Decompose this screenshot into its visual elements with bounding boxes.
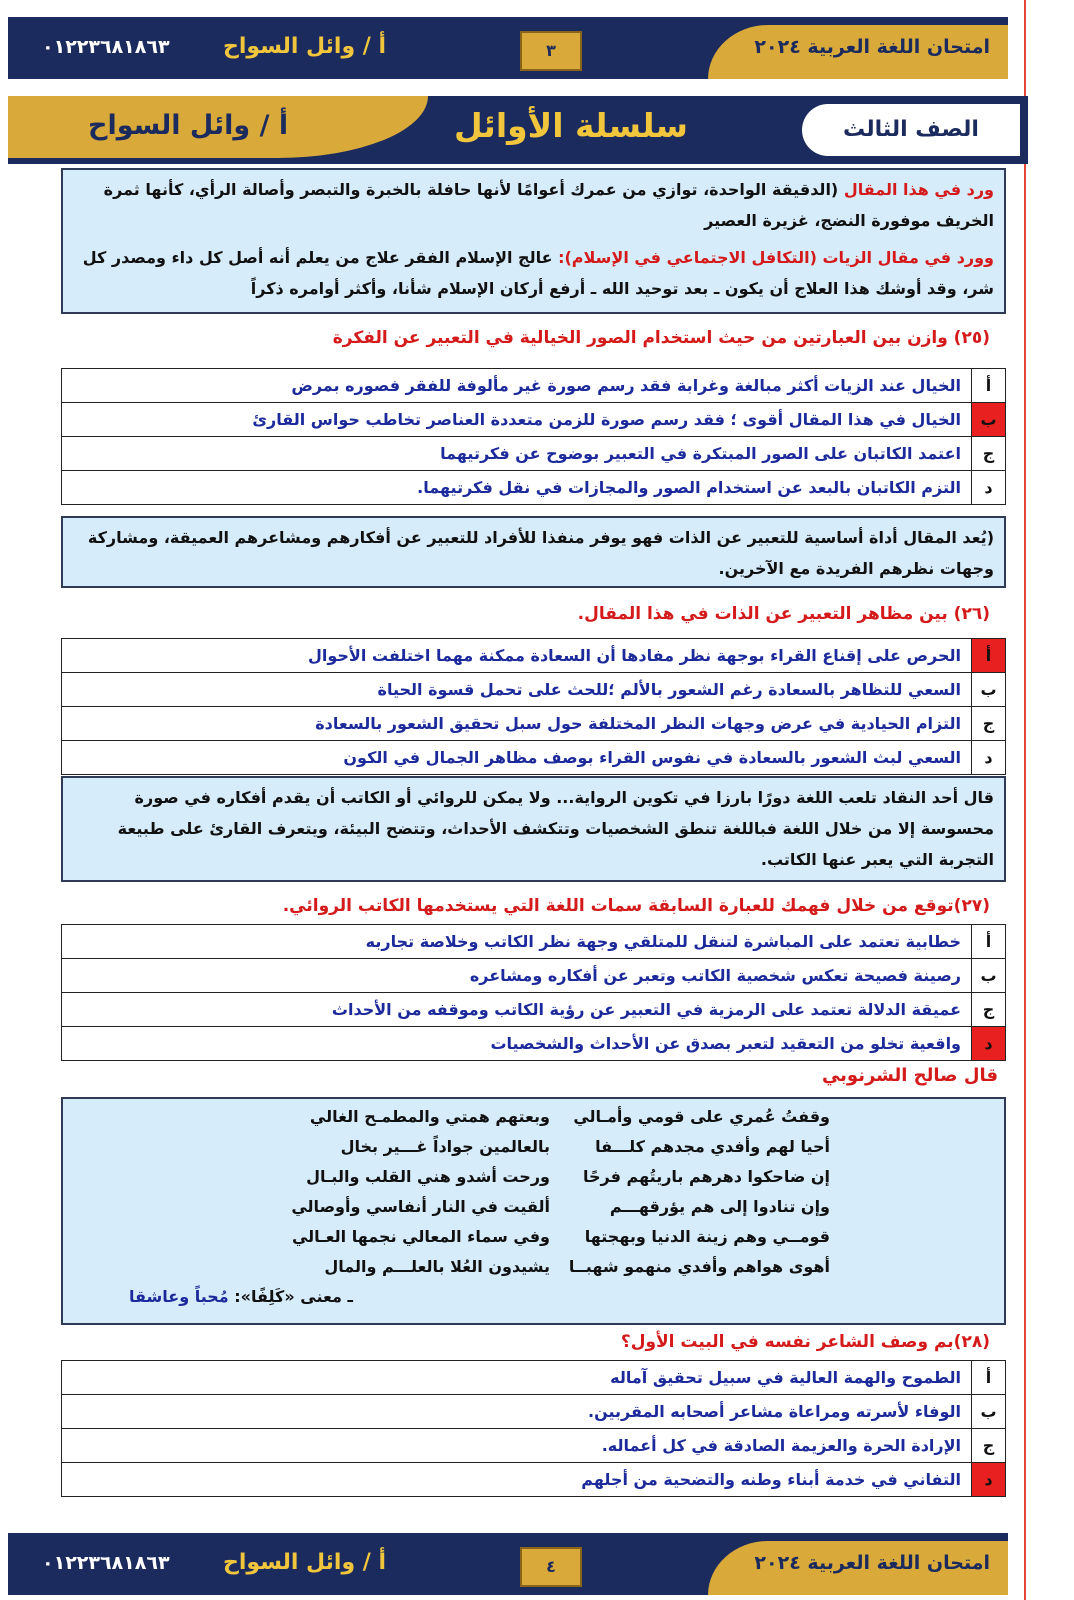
option-text: الخيال عند الزيات أكثر مبالغة وغرابة فقد رسم صورة غير مألوفة للفقر فصوره بمرض — [62, 369, 972, 403]
verse-second-half: وبعتهم همتي والمطمـح الغالي — [309, 1107, 550, 1126]
verse-first-half: أهوى هواهم وأفدي منهمو شهبــا — [568, 1257, 830, 1276]
selected-option-letter: ب — [972, 403, 1006, 437]
verse-first-half: إن ضاحكوا دهرهم باريتُهم فرحًا — [583, 1167, 830, 1186]
option-row[interactable] — [62, 1395, 1006, 1429]
option-letter: ج — [972, 1429, 1006, 1463]
selected-option-letter: د — [972, 1027, 1006, 1061]
passage-text: عالج الإسلام الفقر علاج من يعلم أنه أصل كل داء ومصدر كل شر، وقد أوشك هذا العلاج أن يكون ـ بعد توحيد الله ـ أرفع أركان الإسلام شأنا، وأكثر أوامره ذكراً — [82, 248, 994, 298]
option-row[interactable] — [62, 925, 1006, 959]
exam-title: امتحان اللغة العربية ٢٠٢٤ — [754, 1552, 990, 1574]
option-text: التزام الحيادية في عرض وجهات النظر المختلفة حول سبل تحقيق الشعور بالسعادة — [62, 707, 972, 741]
option-row[interactable] — [62, 1027, 1006, 1061]
verse-first-half: وقفتُ عُمري على قومي وأمـالي — [573, 1107, 830, 1126]
option-row[interactable] — [62, 437, 1006, 471]
option-text: التزم الكاتبان بالبعد عن استخدام الصور والمجازات في نقل فكرتيهما. — [62, 471, 972, 505]
verse-first-half: قومــي وهم زينة الدنيا وبهجتها — [584, 1227, 830, 1246]
option-row[interactable] — [62, 471, 1006, 505]
passage-text: (يُعد المقال أداة أساسية للتعبير عن الذات فهو يوفر منفذا للأفراد للتعبير عن أفكارهم ومشاعرهم العميقة، ومشاركة وجهات نظرهم الفريدة مع الآخرين. — [87, 528, 994, 578]
option-letter: د — [972, 741, 1006, 775]
passage-label: وورد في مقال الزيات (التكافل الاجتماعي في الإسلام): — [558, 248, 994, 267]
passage-label: ورد في هذا المقال — [843, 180, 994, 199]
option-text: الحرص على إقناع القراء بوجهة نظر مفادها أن السعادة ممكنة مهما اختلفت الأحوال — [62, 639, 972, 673]
passage-text: (الدقيقة الواحدة، توازي من عمرك أعوامًا لأنها حافلة بالخبرة والتبصر وأصالة الرأي، كأنها ثمرة الخريف موفورة النضج، غزيرة العصير — [103, 180, 994, 230]
option-text: الوفاء لأسرته ومراعاة مشاعر أصحابه المقربين. — [62, 1395, 972, 1429]
option-text: السعي للتظاهر بالسعادة رغم الشعور بالألم ؛للحث على تحمل قسوة الحياة — [62, 673, 972, 707]
option-row[interactable] — [62, 1463, 1006, 1497]
option-row[interactable] — [62, 959, 1006, 993]
option-text: رصينة فصيحة تعكس شخصية الكاتب وتعبر عن أفكاره ومشاعره — [62, 959, 972, 993]
teacher-name: أ / وائل السواح — [223, 1550, 387, 1575]
option-row[interactable] — [62, 1429, 1006, 1463]
page-number: ٤ — [520, 1547, 582, 1587]
selected-option-letter: د — [972, 1463, 1006, 1497]
teacher-name: أ / وائل السواح — [223, 34, 387, 59]
option-text: واقعية تخلو من التعقيد لتعبر بصدق عن الأحداث والشخصيات — [62, 1027, 972, 1061]
top-page-band — [8, 17, 1008, 79]
passage-box-3 — [61, 776, 1006, 882]
page-number: ٣ — [520, 31, 582, 71]
grade-label: الصف الثالث — [802, 104, 1020, 156]
series-title: سلسلة الأوائل — [453, 106, 688, 145]
options-table-25 — [61, 368, 1006, 505]
option-letter: أ — [972, 369, 1006, 403]
margin-line — [1024, 0, 1026, 1600]
verse-second-half: ألقيت في النار أنفاسي وأوصالي — [291, 1197, 550, 1216]
question-26: (٢٦) بين مظاهر التعبير عن الذات في هذا المقال. — [577, 604, 990, 624]
verse-second-half: يشيدون العُلا بالعلـــم والمال — [324, 1257, 550, 1276]
option-letter: ب — [972, 673, 1006, 707]
option-row[interactable] — [62, 403, 1006, 437]
option-text: عميقة الدلالة تعتمد على الرمزية في التعبير عن رؤية الكاتب وموقفه من الأحداث — [62, 993, 972, 1027]
option-letter: أ — [972, 1361, 1006, 1395]
option-row[interactable] — [62, 369, 1006, 403]
poem-box — [61, 1097, 1006, 1325]
meaning-value: مُحباً وعاشقا — [129, 1287, 229, 1306]
bottom-page-band — [8, 1533, 1008, 1595]
option-text: خطابية تعتمد على المباشرة لتنقل للمتلقي وجهة نظر الكاتب وخلاصة تجاربه — [62, 925, 972, 959]
option-letter: د — [972, 471, 1006, 505]
options-table-27 — [61, 924, 1006, 1061]
option-row[interactable] — [62, 639, 1006, 673]
selected-option-letter: أ — [972, 639, 1006, 673]
phone-number: ٠١٢٢٣٦٨١٨٦٣ — [42, 36, 170, 58]
option-letter: ب — [972, 959, 1006, 993]
series-header — [8, 96, 1028, 164]
poet-attribution: قال صالح الشرنوبي — [821, 1065, 998, 1086]
option-letter: ج — [972, 993, 1006, 1027]
option-letter: ج — [972, 437, 1006, 471]
option-row[interactable] — [62, 1361, 1006, 1395]
option-row[interactable] — [62, 741, 1006, 775]
question-25: (٢٥) وازن بين العبارتين من حيث استخدام الصور الخيالية في التعبير عن الفكرة — [332, 328, 990, 348]
passage-box-1 — [61, 168, 1006, 314]
option-letter: أ — [972, 925, 1006, 959]
verse-second-half: ورحت أشدو هني القلب والبـال — [306, 1167, 550, 1186]
option-text: الطموح والهمة العالية في سبيل تحقيق آماله — [62, 1361, 972, 1395]
option-row[interactable] — [62, 993, 1006, 1027]
exam-title: امتحان اللغة العربية ٢٠٢٤ — [754, 36, 990, 58]
verse-first-half: أحيا لهم وأفدي مجدهم كلـــفا — [595, 1137, 830, 1156]
word-meaning — [129, 1287, 353, 1306]
question-27: (٢٧)توقع من خلال فهمك للعبارة السابقة سمات اللغة التي يستخدمها الكاتب الروائي. — [282, 896, 990, 916]
option-letter: ب — [972, 1395, 1006, 1429]
option-row[interactable] — [62, 707, 1006, 741]
options-table-28 — [61, 1360, 1006, 1497]
question-28: (٢٨)بم وصف الشاعر نفسه في البيت الأول؟ — [620, 1332, 990, 1352]
option-text: الإرادة الحرة والعزيمة الصادقة في كل أعماله. — [62, 1429, 972, 1463]
option-text: التفاني في خدمة أبناء وطنه والتضحية من أجلهم — [62, 1463, 972, 1497]
options-table-26 — [61, 638, 1006, 775]
verse-first-half: وإن تنادوا إلى هم يؤرقهـــم — [609, 1197, 830, 1216]
meaning-label: ـ معنى «كَلِفًا»: — [228, 1287, 353, 1306]
verse-second-half: وفي سماء المعالي نجمها العـالي — [291, 1227, 550, 1246]
passage-box-2 — [61, 516, 1006, 588]
option-row[interactable] — [62, 673, 1006, 707]
header-teacher-name: أ / وائل السواح — [88, 110, 289, 141]
option-text: اعتمد الكاتبان على الصور المبتكرة في التعبير بوضوح عن فكرتيهما — [62, 437, 972, 471]
passage-text: قال أحد النقاد تلعب اللغة دورًا بارزا في تكوين الرواية... ولا يمكن للروائي أو الكاتب أن يقدم أفكاره في صورة محسوسة إلا من خلال اللغة فباللغة تنطق الشخصيات وتتكشف الأحداث، وتتضح البيئة، ويتعرف القارئ على طبيعة التجربة التي يعبر عنها الكاتب. — [117, 788, 994, 869]
verse-second-half: بالعالمين جواداً غـــير بخال — [340, 1137, 550, 1156]
phone-number: ٠١٢٢٣٦٨١٨٦٣ — [42, 1552, 170, 1574]
option-text: السعي لبث الشعور بالسعادة في نفوس القراء بوصف مظاهر الجمال في الكون — [62, 741, 972, 775]
option-text: الخيال في هذا المقال أقوى ؛ فقد رسم صورة للزمن متعددة العناصر تخاطب حواس القارئ — [62, 403, 972, 437]
option-letter: ج — [972, 707, 1006, 741]
